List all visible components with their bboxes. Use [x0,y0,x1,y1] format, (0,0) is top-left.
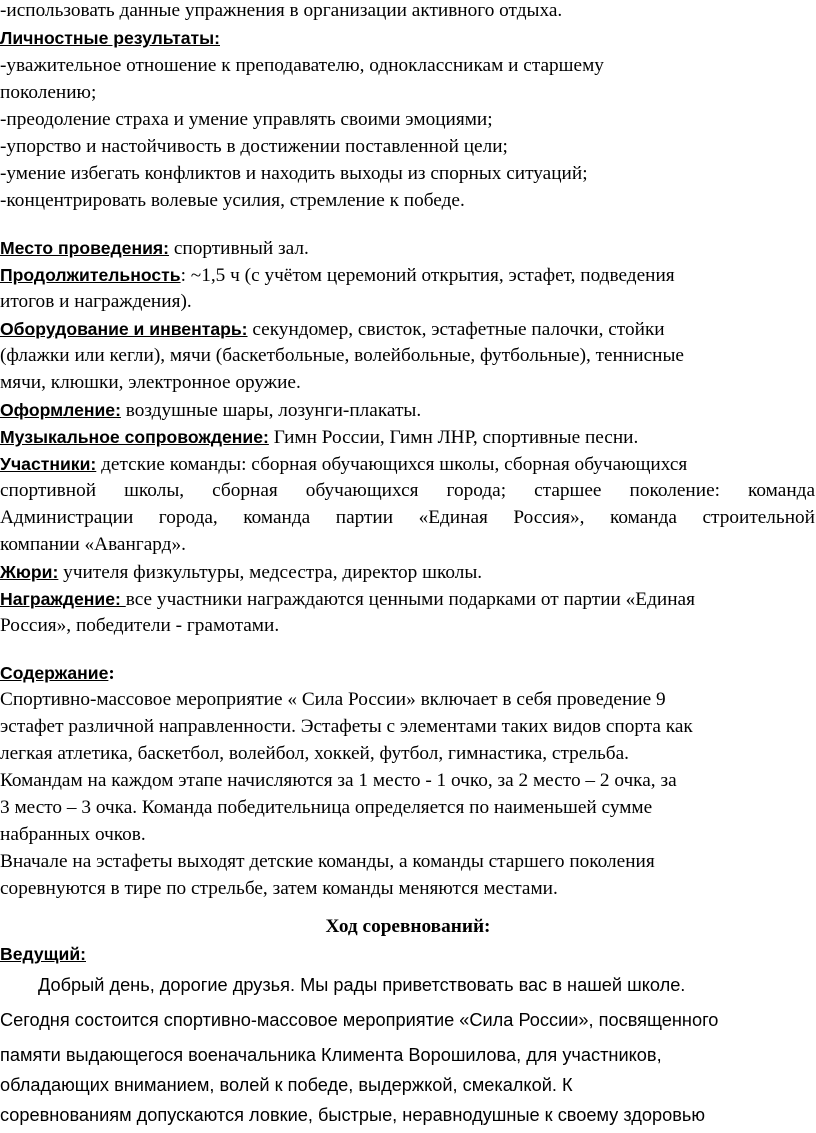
decor-label: Оформление: [0,400,121,420]
content-line: легкая атлетика, баскетбол, волейбол, хоккей, футбол, гимнастика, стрельба. [0,743,629,764]
venue-line [0,235,309,263]
participants-label: Участники: [0,454,97,474]
personal-item: -преодоление страха и умение управлять своими эмоциями; [0,109,493,130]
content-line: соревнуются в тире по стрельбе, затем команды меняются местами. [0,878,558,899]
participants-cont: компании «Авангард». [0,534,186,555]
music-value: Гимн России, Гимн ЛНР, спортивные песни. [268,427,639,448]
content-line: Вначале на эстафеты выходят детские команды, а команды старшего поколения [0,851,655,872]
participants-line [0,451,687,479]
progress-heading: Ход соревнований: [325,916,491,937]
equipment-cont: (флажки или кегли), мячи (баскетбольные, волейбольные, футбольные), теннисные [0,345,684,366]
duration-label: Продолжительность [0,265,181,285]
personal-item: -упорство и настойчивость в достижении поставленной цели; [0,136,508,157]
personal-item: -концентрировать волевые усилия, стремление к победе. [0,190,465,211]
decor-line [0,397,421,425]
music-label: Музыкальное сопровождение: [0,427,269,447]
content-colon: : [108,663,115,684]
content-line: набранных очков. [0,824,146,845]
content-line: 3 место – 3 очка. Команда победительница определяется по наименьшей сумме [0,797,653,818]
intro-line: -использовать данные упражнения в организации активного отдыха. [0,0,563,21]
host-speech-line: обладающих вниманием, волей к победе, выдержкой, смекалкой. К [0,1075,573,1095]
equipment-line [0,316,665,344]
duration-line [0,262,675,290]
content-line: эстафет различной направленности. Эстафеты с элементами таких видов спорта как [0,716,693,737]
content-line: Командам на каждом этапе начисляются за 1 место - 1 очко, за 2 место – 2 очка, за [0,770,677,791]
award-value: все участники награждаются ценными подарками от партии «Единая [125,589,695,610]
participants-cont: Администрации города, команда партии «Единая Россия», команда строительной [0,507,815,528]
participants-value: детские команды: сборная обучающихся школы, сборная обучающихся [96,454,688,475]
jury-value: учителя физкультуры, медсестра, директор школы. [58,562,483,583]
host-speech-line: соревнованиям допускаются ловкие, быстрые, неравнодушные к своему здоровью [0,1105,706,1125]
duration-value: : ~1,5 ч (с учётом церемоний открытия, эстафет, подведения [180,265,675,286]
participants-cont: спортивной школы, сборная обучающихся города; старшее поколение: команда [0,480,815,501]
equipment-cont: мячи, клюшки, электронное оружие. [0,372,301,393]
personal-item: -умение избегать конфликтов и находить выходы из спорных ситуаций; [0,163,588,184]
personal-item: -уважительное отношение к преподавателю, одноклассникам и старшему [0,55,604,76]
content-heading [0,660,115,688]
content-line: Спортивно-массовое мероприятие « Сила России» включает в себя проведение 9 [0,689,666,710]
host-label: Ведущий: [0,944,86,964]
award-line [0,586,695,614]
equipment-label: Оборудование и инвентарь: [0,319,248,339]
award-label: Награждение: [0,589,126,609]
jury-label: Жюри: [0,562,59,582]
equipment-value: секундомер, свисток, эстафетные палочки, стойки [247,319,665,340]
host-speech-line: памяти выдающегося военачальника Климента Ворошилова, для участников, [0,1045,662,1065]
venue-value: спортивный зал. [169,238,309,259]
jury-line [0,559,482,587]
personal-results-title: Личностные результаты: [0,28,220,48]
content-label: Содержание [0,663,109,683]
venue-label: Место проведения: [0,238,170,258]
award-cont: Россия», победители - грамотами. [0,615,280,636]
music-line [0,424,638,452]
personal-item: поколению; [0,82,97,103]
host-speech-line: Добрый день, дорогие друзья. Мы рады приветствовать вас в нашей школе. [38,975,686,995]
host-heading [0,941,86,969]
host-speech-line: Сегодня состоится спортивно-массовое мероприятие «Сила России», посвященного [0,1010,719,1030]
personal-results-heading [0,25,220,53]
duration-cont: итогов и награждения). [0,291,192,312]
decor-value: воздушные шары, лозунги-плакаты. [120,400,422,421]
